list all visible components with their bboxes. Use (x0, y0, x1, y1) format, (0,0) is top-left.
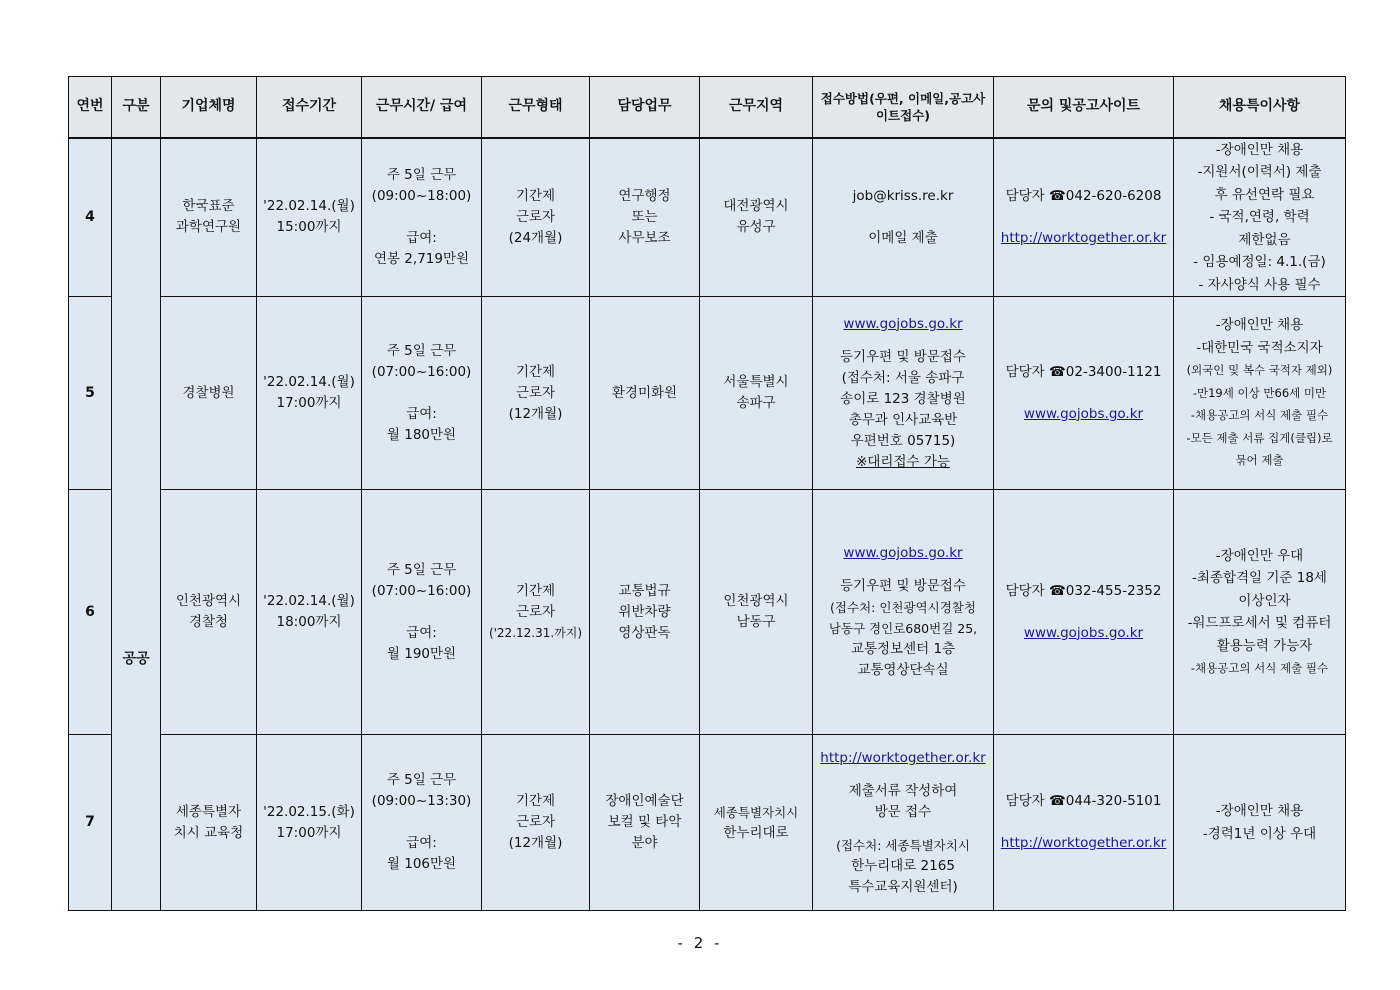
contact-phone: 담당자 ☎02-3400-1121 (1005, 363, 1162, 380)
header-hours-pay: 근무시간/ 급여 (362, 77, 482, 138)
row-number: 7 (69, 735, 112, 911)
notes-cell: -장애인만 채용 -대한민국 국적소지자 (외국인 및 복수 국적자 제외) -만19세 이상 만66세 미만 -채용공고의 서식 제출 필수 -모든 제출 서류 집게(클립)로 묶어 제출 (1174, 297, 1346, 490)
contact-link[interactable]: www.gojobs.go.kr (1023, 624, 1144, 641)
category-cell: 공공 (112, 138, 161, 911)
duty-cell: 연구행정 또는 사무보조 (590, 138, 700, 297)
table-row (69, 490, 1346, 735)
notes-cell: -장애인만 우대 -최종합격일 기준 18세 이상인자 -워드프로세서 및 컴퓨터 활용능력 가능자 -채용공고의 서식 제출 필수 (1174, 490, 1346, 735)
notes-cell: -장애인만 채용 -지원서(이력서) 제출 후 유선연락 필요 - 국적,연령, 학력 제한없음 - 임용예정일: 4.1.(금) - 자사양식 사용 필수 (1174, 138, 1346, 297)
header-notes: 채용특이사항 (1174, 77, 1346, 138)
contact-cell (994, 297, 1174, 490)
method-cell: www.gojobs.go.kr 등기우편 및 방문접수 (접수처: 서울 송파구 송이로 123 경찰병원 총무과 인사교육반 우편번호 05715) ※대리접수 가능 (813, 297, 994, 490)
method-link[interactable]: www.gojobs.go.kr (843, 315, 963, 332)
contact-phone: 담당자 ☎044-320-5101 (1005, 793, 1162, 809)
contact-link[interactable]: http://worktogether.or.kr (1000, 229, 1167, 246)
row-number: 6 (69, 490, 112, 735)
hours-pay-cell: 주 5일 근무 (07:00~16:00) 급여: 월 190만원 (362, 490, 482, 735)
header-work-type: 근무형태 (482, 77, 590, 138)
header-method: 접수방법(우편, 이메일,공고사이트접수) (813, 77, 994, 138)
duty-cell: 장애인예술단 보컬 및 타악 분야 (590, 735, 700, 911)
contact-phone: 담당자 ☎032-455-2352 (1005, 582, 1162, 599)
method-cell: http://worktogether.or.kr 제출서류 작성하여 방문 접수 (접수처: 세종특별자치시 한누리대로 2165 특수교육지원센터) (813, 735, 994, 911)
contact-cell (994, 490, 1174, 735)
contact-phone: 담당자 ☎042-620-6208 (1005, 187, 1162, 204)
job-listing-table (68, 76, 1346, 911)
contact-cell (994, 735, 1174, 911)
method-cell: www.gojobs.go.kr 등기우편 및 방문접수 (접수처: 인천광역시경찰청 남동구 경인로680번길 25, 교통정보센터 1층 교통영상단속실 (813, 490, 994, 735)
table-row (69, 297, 1346, 490)
notes-cell: -장애인만 채용 -경력1년 이상 우대 (1174, 735, 1346, 911)
location-cell: 인천광역시 남동구 (700, 490, 813, 735)
period-cell: '22.02.14.(월) 18:00까지 (257, 490, 362, 735)
header-no: 연번 (69, 77, 112, 138)
method-link[interactable]: www.gojobs.go.kr (843, 545, 963, 561)
duty-cell: 환경미화원 (590, 297, 700, 490)
email-address[interactable]: job@kriss.re.kr (852, 187, 954, 204)
method-cell: job@kriss.re.kr 이메일 제출 (813, 138, 994, 297)
work-type-cell: 기간제 근로자 ('22.12.31.까지) (482, 490, 590, 735)
hours-pay-cell: 주 5일 근무 (07:00~16:00) 급여: 월 180만원 (362, 297, 482, 490)
work-type-cell: 기간제 근로자 (12개월) (482, 735, 590, 911)
location-cell: 서울특별시 송파구 (700, 297, 813, 490)
table-header-row (69, 77, 1346, 138)
header-contact: 문의 및공고사이트 (994, 77, 1174, 138)
location-cell: 세종특별자치시 한누리대로 (700, 735, 813, 911)
period-cell: '22.02.14.(월) 15:00까지 (257, 138, 362, 297)
table-row (69, 138, 1346, 297)
header-duty: 담당업무 (590, 77, 700, 138)
hours-pay-cell: 주 5일 근무 (09:00~13:30) 급여: 월 106만원 (362, 735, 482, 911)
method-link[interactable]: http://worktogether.or.kr (820, 749, 986, 766)
company-cell: 한국표준 과학연구원 (161, 138, 257, 297)
page-number: - 2 - (677, 934, 723, 952)
header-location: 근무지역 (700, 77, 813, 138)
work-type-cell: 기간제 근로자 (24개월) (482, 138, 590, 297)
header-company: 기업체명 (161, 77, 257, 138)
duty-cell: 교통법규 위반차량 영상판독 (590, 490, 700, 735)
work-type-cell: 기간제 근로자 (12개월) (482, 297, 590, 490)
header-category: 구분 (112, 77, 161, 138)
contact-cell (994, 138, 1174, 297)
row-number: 5 (69, 297, 112, 490)
header-period: 접수기간 (257, 77, 362, 138)
company-cell: 세종특별자 치시 교육청 (161, 735, 257, 911)
contact-link[interactable]: http://worktogether.or.kr (1000, 835, 1167, 851)
table-row (69, 735, 1346, 911)
period-cell: '22.02.15.(화) 17:00까지 (257, 735, 362, 911)
period-cell: '22.02.14.(월) 17:00까지 (257, 297, 362, 490)
contact-link[interactable]: www.gojobs.go.kr (1023, 405, 1144, 422)
hours-pay-cell: 주 5일 근무 (09:00~18:00) 급여: 연봉 2,719만원 (362, 138, 482, 297)
location-cell: 대전광역시 유성구 (700, 138, 813, 297)
row-number: 4 (69, 138, 112, 297)
company-cell: 인천광역시 경찰청 (161, 490, 257, 735)
company-cell: 경찰병원 (161, 297, 257, 490)
